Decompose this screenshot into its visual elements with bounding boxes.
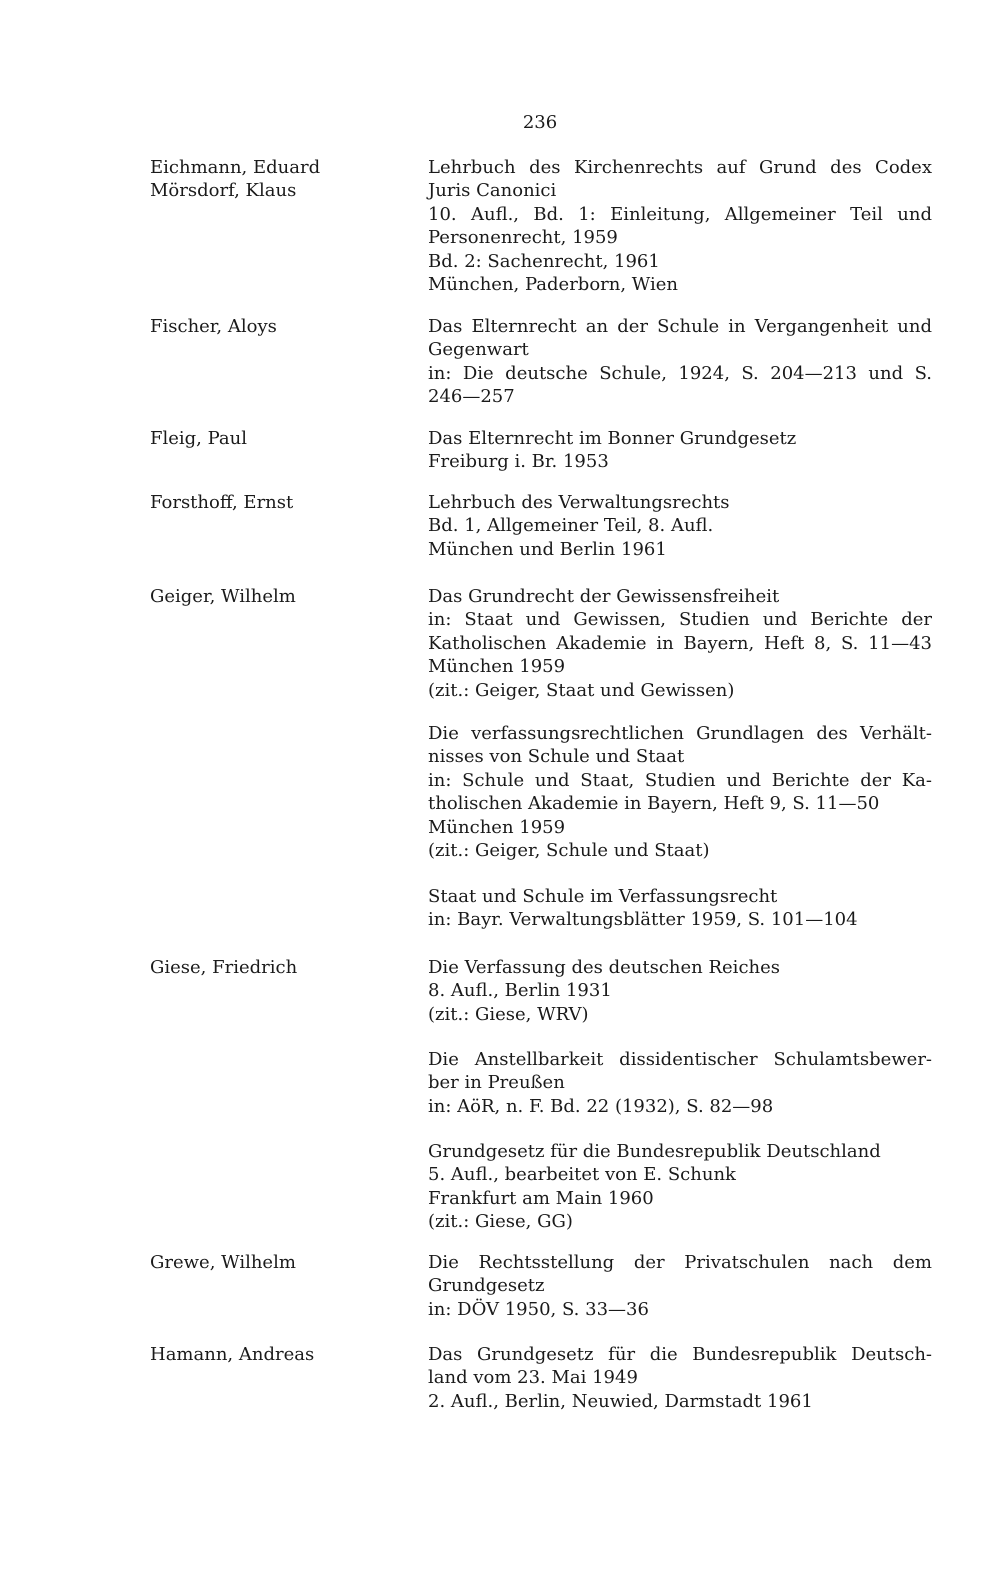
citation-line: Das Elternrecht an der Schule in Vergangenheit und — [428, 316, 932, 337]
citation-line: Grundgesetz — [428, 1275, 545, 1297]
citation-line: 246—257 — [428, 386, 515, 408]
citation-line: 10. Aufl., Bd. 1: Einleitung, Allgemeiner Teil und — [428, 203, 932, 225]
work-citation — [428, 885, 932, 932]
citation-line: München und Berlin 1961 — [428, 538, 667, 560]
work-citation — [428, 491, 932, 561]
citation-line: Die verfassungsrechtlichen Grundlagen des Verhält- — [428, 723, 932, 744]
work-citation — [428, 156, 932, 296]
citation-line: ber in Preußen — [428, 1072, 565, 1094]
author-name: Fleig, Paul — [150, 428, 248, 449]
citation-line: (zit.: Geiger, Schule und Staat) — [428, 839, 710, 861]
author-name: Giese, Friedrich — [150, 957, 298, 978]
work-citation — [428, 1343, 932, 1413]
citation-line: Das Grundgesetz für die Bundesrepublik Deutsch- — [428, 1344, 932, 1365]
author-name: Fischer, Aloys — [150, 316, 277, 337]
citation-line: in: Schule und Staat, Studien und Berichte der Ka- — [428, 769, 932, 791]
work-citation — [428, 956, 932, 1026]
author-name: Forsthoff, Ernst — [150, 492, 294, 513]
citation-line: München, Paderborn, Wien — [428, 273, 678, 295]
citation-line: tholischen Akademie in Bayern, Heft 9, S. 11—50 — [428, 793, 880, 815]
citation-line: Juris Canonici — [428, 180, 557, 202]
citation-line: (zit.: Giese, WRV) — [428, 1003, 589, 1025]
citation-line: land vom 23. Mai 1949 — [428, 1367, 638, 1389]
author-name: Hamann, Andreas — [150, 1344, 315, 1365]
citation-line: Freiburg i. Br. 1953 — [428, 451, 609, 473]
author-name: Eichmann, Eduard Mörsdorf, Klaus — [150, 157, 321, 202]
citation-line: Lehrbuch des Verwaltungsrechts — [428, 492, 730, 513]
author-name: Grewe, Wilhelm — [150, 1252, 296, 1273]
page-number: 236 — [522, 112, 558, 133]
citation-line: (zit.: Giese, GG) — [428, 1211, 573, 1233]
citation-line: 2. Aufl., Berlin, Neuwied, Darmstadt 1961 — [428, 1390, 813, 1412]
citation-line: in: AöR, n. F. Bd. 22 (1932), S. 82—98 — [428, 1095, 774, 1117]
citation-line: Die Rechtsstellung der Privatschulen nach dem — [428, 1252, 932, 1273]
citation-line: Die Anstellbarkeit dissidentischer Schulamtsbewer- — [428, 1049, 932, 1070]
citation-line: Staat und Schule im Verfassungsrecht — [428, 886, 778, 907]
citation-line: in: Bayr. Verwaltungsblätter 1959, S. 101—104 — [428, 909, 858, 931]
citation-line: Das Grundrecht der Gewissensfreiheit — [428, 586, 780, 607]
citation-line: in: Die deutsche Schule, 1924, S. 204—213 und S. — [428, 362, 932, 384]
citation-line: nisses von Schule und Staat — [428, 746, 685, 768]
work-citation — [428, 427, 932, 474]
citation-line: 5. Aufl., bearbeitet von E. Schunk — [428, 1164, 736, 1186]
work-citation — [428, 585, 932, 702]
citation-line: Katholischen Akademie in Bayern, Heft 8, S. 11—43 — [428, 632, 932, 654]
citation-line: Gegenwart — [428, 339, 529, 361]
citation-line: in: DÖV 1950, S. 33—36 — [428, 1298, 649, 1320]
citation-line: München 1959 — [428, 656, 566, 678]
citation-line: Bd. 1, Allgemeiner Teil, 8. Aufl. — [428, 515, 714, 537]
citation-line: Bd. 2: Sachenrecht, 1961 — [428, 250, 660, 272]
citation-line: München 1959 — [428, 816, 566, 838]
citation-line: Frankfurt am Main 1960 — [428, 1187, 654, 1209]
work-citation — [428, 722, 932, 862]
work-citation — [428, 315, 932, 409]
work-citation — [428, 1048, 932, 1118]
work-citation — [428, 1251, 932, 1321]
author-name: Geiger, Wilhelm — [150, 586, 296, 607]
work-citation — [428, 1140, 932, 1234]
citation-line: Das Elternrecht im Bonner Grundgesetz — [428, 428, 797, 449]
citation-line: in: Staat und Gewissen, Studien und Berichte der — [428, 609, 932, 631]
citation-line: (zit.: Geiger, Staat und Gewissen) — [428, 679, 735, 701]
citation-line: Grundgesetz für die Bundesrepublik Deutschland — [428, 1141, 881, 1162]
citation-line: Die Verfassung des deutschen Reiches — [428, 957, 781, 978]
citation-line: 8. Aufl., Berlin 1931 — [428, 980, 612, 1002]
citation-line: Lehrbuch des Kirchenrechts auf Grund des Codex — [428, 157, 932, 178]
citation-line: Personenrecht, 1959 — [428, 227, 618, 249]
